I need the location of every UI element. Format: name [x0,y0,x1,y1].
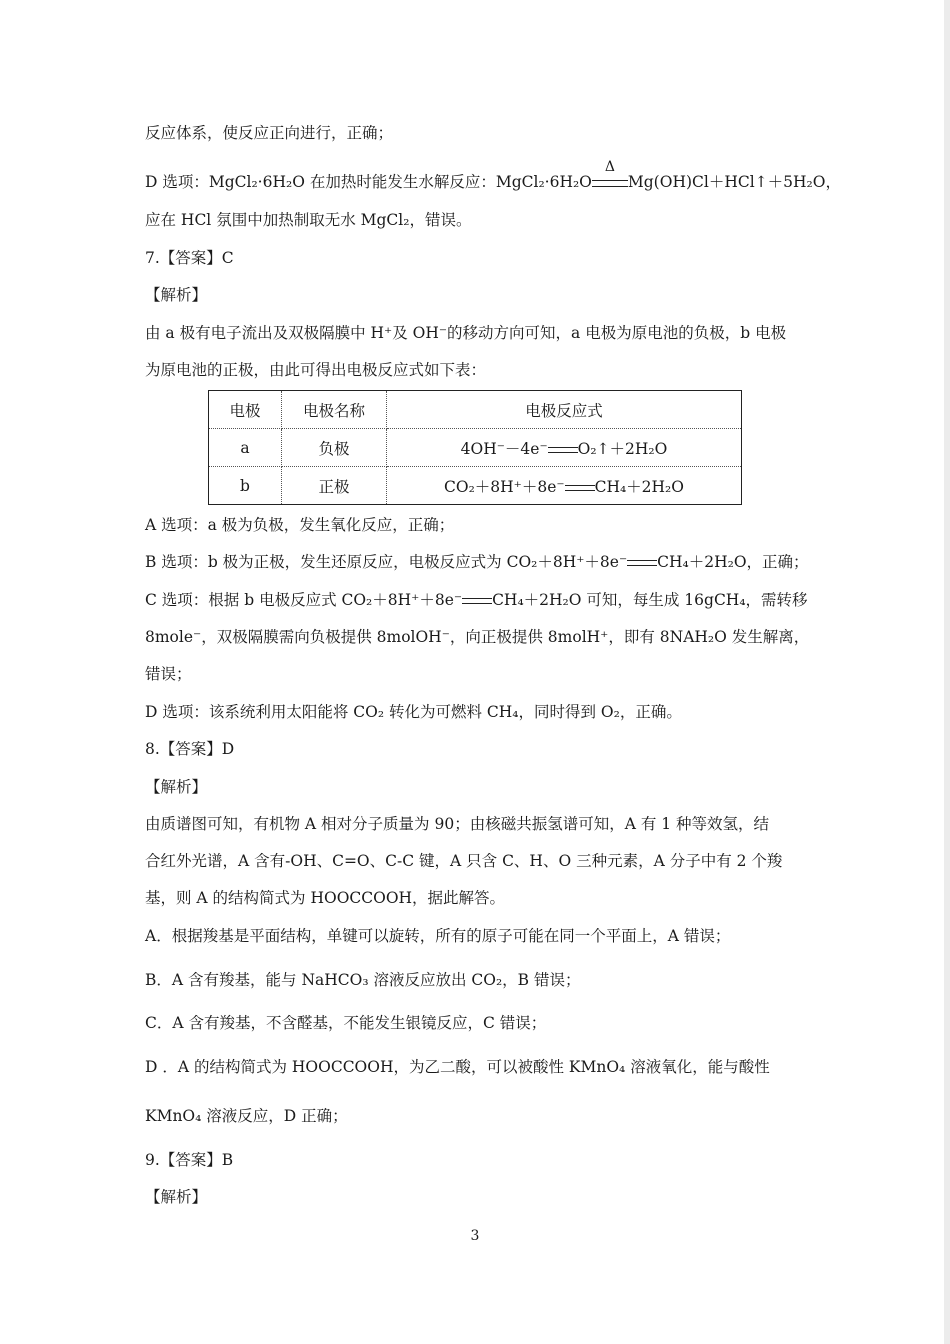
text-line: 错误； [145,665,192,683]
table-cell: a [209,429,282,467]
heat-equals-sign [592,159,628,187]
text-left: B 选项：b 极为正极，发生还原反应，电极反应式为 CO₂＋8H⁺＋8e⁻ [145,553,628,571]
answer-9: 9.【答案】B [145,1151,234,1169]
table-header-row [209,391,742,429]
reaction-right: O₂↑＋2H₂O [577,439,668,458]
text-line: 8mole⁻，双极隔膜需向负极提供 8molOH⁻，向正极提供 8molH⁺，即有 8NAH₂O 发生解离， [145,628,810,646]
table-row [209,467,742,505]
table-row [209,429,742,467]
text-line: KMnO₄ 溶液反应，D 正确； [145,1107,348,1125]
option-c-7 [145,590,808,610]
right-edge-shade [944,0,950,1344]
equation-right: Mg(OH)Cl＋HCl↑＋5H₂O， [627,173,841,191]
option-c-8: C．A 含有羧基，不含醛基，不能发生银镜反应，C 错误； [145,1014,547,1032]
option-b-7 [145,552,809,572]
option-b-8: B．A 含有羧基，能与 NaHCO₃ 溶液反应放出 CO₂，B 错误； [145,971,581,989]
table-header: 电极反应式 [387,391,742,429]
equals-sign [565,485,595,491]
equation-left: D 选项：MgCl₂·6H₂O 在加热时能发生水解反应：MgCl₂·6H₂O [145,173,592,191]
reaction-left: 4OH⁻－4e⁻ [460,439,548,458]
text-line: 为原电池的正极，由此可得出电极反应式如下表： [145,361,487,379]
analysis-heading-8: 【解析】 [145,778,208,796]
option-d-mgcl2 [145,159,841,192]
equals-sign [548,447,578,453]
table-cell [387,429,742,467]
text-line: 由质谱图可知，有机物 A 相对分子质量为 90；由核磁共振氢谱可知，A 有 1 种等效氢，结 [145,815,770,833]
option-a-8: A．根据羧基是平面结构，单键可以旋转，所有的原子可能在同一个平面上，A 错误； [145,927,731,945]
option-d-8: D ．A 的结构简式为 HOOCCOOH，为乙二酸，可以被酸性 KMnO₄ 溶液氧化，能与酸性 [145,1058,770,1076]
option-d-7: D 选项：该系统利用太阳能将 CO₂ 转化为可燃料 CH₄，同时得到 O₂，正确。 [145,703,682,721]
page-number: 3 [470,1228,480,1244]
text-right: CH₄＋2H₂O，正确； [657,553,809,571]
analysis-heading-9: 【解析】 [145,1188,208,1206]
table-cell [387,467,742,505]
text-line: 应在 HCl 氛围中加热制取无水 MgCl₂，错误。 [145,211,472,229]
text-line: 由 a 极有电子流出及双极隔膜中 H⁺及 OH⁻的移动方向可知，a 电极为原电池的负极，b 电极 [145,324,787,342]
reaction-left: CO₂＋8H⁺＋8e⁻ [444,477,565,496]
table-cell: 正极 [282,467,387,505]
text-line: 反应体系，使反应正向进行，正确； [145,124,394,142]
reaction-right: CH₄＋2H₂O [594,477,684,496]
equals-sign [627,560,657,566]
text-right: CH₄＋2H₂O 可知，每生成 16gCH₄，需转移 [492,591,808,609]
table-cell: b [209,467,282,505]
text-left: C 选项：根据 b 电极反应式 CO₂＋8H⁺＋8e⁻ [145,591,463,609]
table-header: 电极 [209,391,282,429]
text-line: 基，则 A 的结构简式为 HOOCCOOH，据此解答。 [145,889,506,907]
option-a-7: A 选项：a 极为负极，发生氧化反应，正确； [145,516,455,534]
table-header: 电极名称 [282,391,387,429]
electrode-table [208,390,742,505]
delta-symbol: Δ [604,159,615,175]
table-cell: 负极 [282,429,387,467]
answer-8: 8.【答案】D [145,740,235,758]
text-line: 合红外光谱，A 含有-OH、C=O、C-C 键，A 只含 C、H、O 三种元素，A 分子中有 2 个羧 [145,852,783,870]
answer-7: 7.【答案】C [145,249,234,267]
equals-sign [462,598,492,604]
analysis-heading-7: 【解析】 [145,286,208,304]
